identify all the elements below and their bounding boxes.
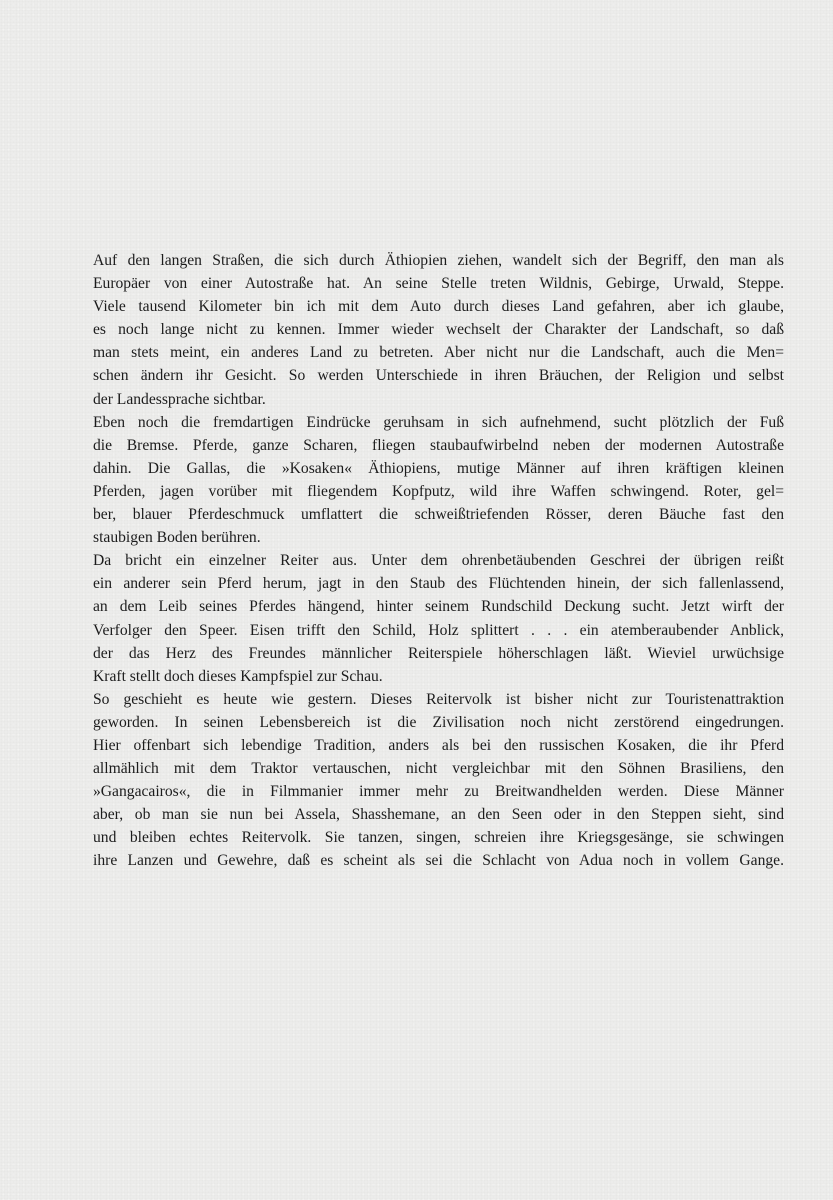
text-line: Auf den langen Straßen, die sich durch Äthiopien ziehen, wandelt sich der Begriff, den man als bbox=[93, 252, 784, 269]
text-line: ein anderer sein Pferd herum, jagt in den Staub des Flüchtenden hinein, der sich fallenlassend, bbox=[93, 575, 784, 593]
text-line: allmählich mit dem Traktor vertauschen, nicht vergleichbar mit den Söhnen Brasiliens, den bbox=[93, 760, 784, 778]
text-line: schen ändern ihr Gesicht. So werden Unterschiede in ihren Bräuchen, der Religion und selbst bbox=[93, 367, 784, 385]
text-line: Pferden, jagen vorüber mit fliegendem Kopfputz, wild ihre Waffen schwingend. Roter, gel= bbox=[93, 482, 784, 500]
text-line: Hier offenbart sich lebendige Tradition, anders als bei den russischen Kosaken, die ihr Pferd bbox=[93, 736, 784, 754]
text-line: Europäer von einer Autostraße hat. An seine Stelle treten Wildnis, Gebirge, Urwald, Steppe. bbox=[93, 275, 784, 293]
text-line: und bleiben echtes Reitervolk. Sie tanzen, singen, schreien ihre Kriegsgesänge, sie schwingen bbox=[93, 829, 784, 847]
text-line: »Gangacairos«, die in Filmmanier immer mehr zu Breitwandhelden werden. Diese Männer bbox=[93, 783, 784, 801]
text-line: ber, blauer Pferdeschmuck umflattert die schweißtriefenden Rösser, deren Bäuche fast den bbox=[93, 506, 784, 524]
text-line: Viele tausend Kilometer bin ich mit dem Auto durch dieses Land gefahren, aber ich glaube, bbox=[93, 298, 784, 316]
body-text bbox=[93, 249, 784, 873]
text-line: dahin. Die Gallas, die »Kosaken« Äthiopiens, mutige Männer auf ihren kräftigen kleinen bbox=[93, 459, 784, 477]
text-line: ihre Lanzen und Gewehre, daß es scheint als sei die Schlacht von Adua noch in vollem Gange. bbox=[93, 852, 784, 870]
text-line: Verfolger den Speer. Eisen trifft den Schild, Holz splittert . . . ein atemberaubender Anblick, bbox=[93, 621, 784, 639]
text-line: Da bricht ein einzelner Reiter aus. Unter dem ohrenbetäubenden Geschrei der übrigen reißt bbox=[93, 552, 784, 570]
text-line: an dem Leib seines Pferdes hängend, hinter seinem Rundschild Deckung sucht. Jetzt wirft der bbox=[93, 598, 784, 616]
text-line: geworden. In seinen Lebensbereich ist die Zivilisation noch nicht zerstörend eingedrungen. bbox=[93, 713, 784, 731]
text-line-paragraph-end: staubigen Boden berühren. bbox=[93, 529, 261, 547]
text-line: aber, ob man sie nun bei Assela, Shasshemane, an den Seen oder in den Steppen sieht, sind bbox=[93, 806, 784, 824]
text-line: die Bremse. Pferde, ganze Scharen, fliegen staubaufwirbelnd neben der modernen Autostraße bbox=[93, 436, 784, 454]
text-line: Eben noch die fremdartigen Eindrücke geruhsam in sich aufnehmend, sucht plötzlich der Fuß bbox=[93, 413, 784, 431]
text-line: So geschieht es heute wie gestern. Dieses Reitervolk ist bisher nicht zur Touristenattraktion bbox=[93, 690, 784, 708]
text-line: der das Herz des Freundes männlicher Reiterspiele höherschlagen läßt. Wieviel urwüchsige bbox=[93, 644, 784, 662]
text-line: es noch lange nicht zu kennen. Immer wieder wechselt der Charakter der Landschaft, so daß bbox=[93, 321, 784, 339]
text-line-paragraph-end: der Landessprache sichtbar. bbox=[93, 390, 266, 408]
text-line-paragraph-end: Kraft stellt doch dieses Kampfspiel zur Schau. bbox=[93, 667, 383, 685]
text-line: man stets meint, ein anderes Land zu betreten. Aber nicht nur die Landschaft, auch die Men= bbox=[93, 344, 784, 362]
